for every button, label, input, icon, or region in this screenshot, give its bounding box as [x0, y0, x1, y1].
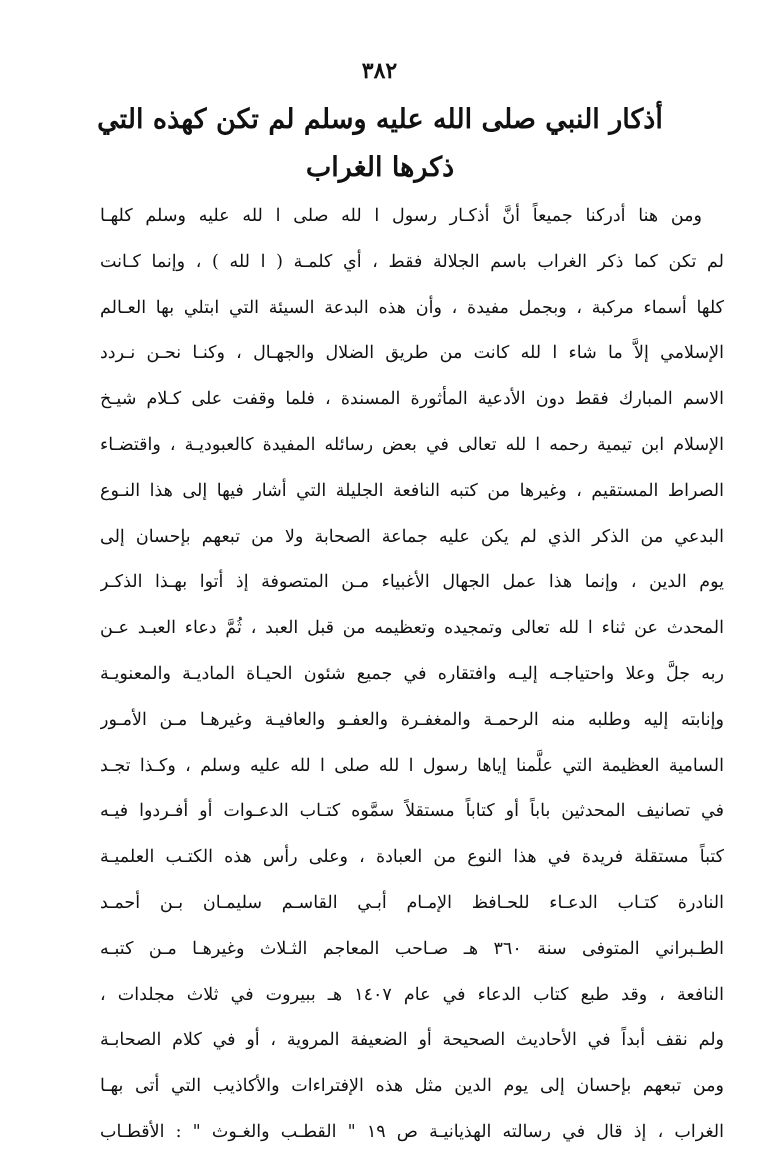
text-line: الغراب ، إذ قال في رسالته الهذيانيـة ص ١٩ " القطـب والغـوث " : الأقطـاب: [100, 1121, 724, 1142]
text-line: النادرة كتـاب الدعـاء للحـافظ الإمـام أبـي القاسـم سليمـان بـن أحمـد: [100, 892, 724, 913]
text-line: السامية العظيمة التي علَّمنا إياها رسول ا لله صلى ا لله عليه وسلم ، وكـذا تجـد: [100, 755, 724, 776]
text-line: البدعي من الذكر الذي لم يكن عليه جماعة الصحابة ولا من تبعهم بإحسان إلى: [100, 526, 724, 547]
page-number: ٣٨٢: [361, 58, 398, 84]
text-line: كلها أسماء مركبة ، وبجمل مفيدة ، وأن هذه البدعة السيئة التي ابتلي بها العـالم: [100, 297, 724, 318]
text-line: الصراط المستقيم ، وغيرها من كتبه النافعة الجليلة التي أشار فيها إلى هذا النـوع: [100, 480, 724, 501]
text-line: ومن تبعهم بإحسان إلى يوم الدين مثل هذه الإفتراءات والأكاذيب التي أتى بهـا: [100, 1076, 724, 1097]
text-line: النافعة ، وقد طبع كتاب الدعاء في عام ١٤٠٧ هـ ببيروت في ثلاث مجلدات ،: [100, 984, 724, 1005]
text-line: ربه جلَّ وعلا واحتياجـه إليـه وافتقاره في جميع شئون الحيـاة الماديـة والمعنويـة: [100, 663, 724, 684]
text-line: المحدث عن ثناء ا لله تعالى وتمجيده وتعظيمه من قبل العبد ، ثُمَّ دعاء العبـد عـن: [100, 618, 724, 639]
text-line: ومن هنا أدركنا جميعاً أنَّ أذكـار رسول ا لله صلى ا لله عليه وسلم كلهـا: [100, 206, 702, 226]
text-line: ولم نقف أبداً في الأحاديث الصحيحة أو الضعيفة المروية ، أو في كلام الصحابـة: [100, 1030, 724, 1051]
text-line: كتباً مستقلة فريدة في هذا النوع من العبادة ، وعلى رأس هذه الكتـب العلميـة: [100, 847, 724, 868]
text-line: في تصانيف المحدثين باباً أو كتاباً مستقلاً سمَّوه كتـاب الدعـوات أو أفـردوا فيـه: [100, 801, 724, 822]
chapter-title-line-1: أذكار النبي صلى الله عليه وسلم لم تكن كهذه التي: [97, 104, 663, 135]
text-line: وإنابته إليه وطلبه منه الرحمـة والمغفـرة والعفـو والعافيـة وغيرهـا مـن الأمـور: [100, 709, 724, 730]
text-line: الإسلام ابن تيمية رحمه ا لله تعالى في بعض رسائله المفيدة كالعبوديـة ، واقتضـاء: [100, 434, 724, 455]
text-line: يوم الدين ، وإنما هذا عمل الجهال الأغبياء مـن المتصوفة إذ أتوا بهـذا الذكـر: [100, 572, 724, 593]
text-line: لم تكن كما ذكر الغراب باسم الجلالة فقط ، أي كلمـة ( ا لله ) ، وإنما كـانت: [100, 251, 724, 272]
chapter-title-line-2: ذكرها الغراب: [305, 152, 455, 183]
body-paragraph: [100, 194, 724, 1156]
text-line: الطـبراني المتوفى سنة ٣٦٠ هـ صـاحب المعاجم الثـلاث وغيرهـا مـن كتبـه: [100, 938, 724, 959]
text-line: الإسلامي إلاَّ ما شاء ا لله كانت من طريق الضلال والجهـال ، وكنـا نحـن نـردد: [100, 343, 724, 364]
text-line: الاسم المبارك فقط دون الأدعية المأثورة المسندة ، فلما وقفت على كـلام شيـخ: [100, 389, 724, 410]
